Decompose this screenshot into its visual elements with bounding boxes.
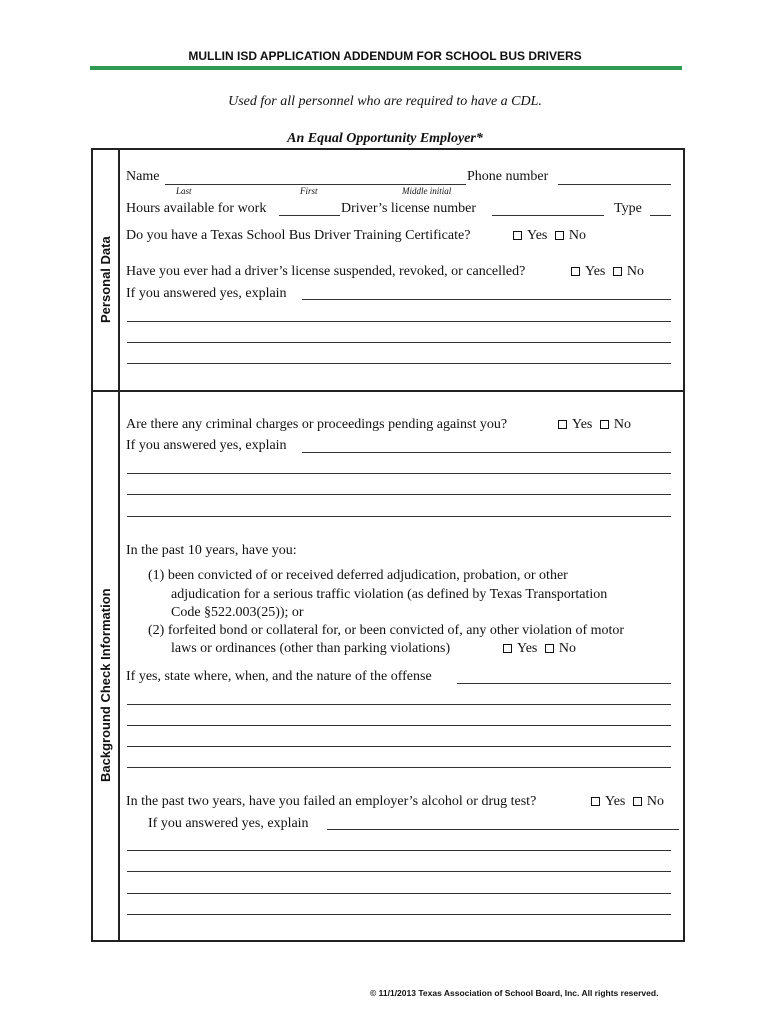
certificate-yes-checkbox[interactable] (513, 231, 522, 240)
subtitle: Used for all personnel who are required to have a CDL. (228, 94, 542, 109)
past-ten-years-heading: In the past 10 years, have you: (126, 543, 297, 558)
charges-question: Are there any criminal charges or proceedings pending against you? (126, 417, 508, 432)
name-field[interactable] (165, 184, 466, 185)
no-label: No (626, 264, 644, 279)
section-label-personal: Personal Data (98, 236, 113, 323)
offense-line[interactable] (127, 704, 671, 705)
violation-yes-checkbox[interactable] (503, 644, 512, 653)
drug-test-question: In the past two years, have you failed an employer’s alcohol or drug test? (126, 794, 537, 809)
offense-label: If yes, state where, when, and the nature of the offense (126, 669, 432, 684)
explain-line[interactable] (127, 321, 671, 322)
violation-no-checkbox[interactable] (545, 644, 554, 653)
explain-line[interactable] (127, 871, 671, 872)
hours-field[interactable] (279, 215, 340, 216)
yes-label: Yes (572, 417, 593, 432)
yes-label: Yes (605, 794, 626, 809)
item2-line2: laws or ordinances (other than parking violations) (171, 641, 451, 656)
explain-label: If you answered yes, explain (126, 286, 287, 301)
section-label-background: Background Check Information (98, 588, 113, 782)
certificate-options (513, 228, 586, 244)
middle-caption: Middle initial (402, 186, 452, 196)
no-label: No (558, 641, 576, 656)
phone-field[interactable] (558, 184, 671, 185)
form-title: MULLIN ISD APPLICATION ADDENDUM FOR SCHOOL BUS DRIVERS (188, 49, 582, 63)
item1-line3: Code §522.003(25)); or (171, 605, 304, 620)
charges-options (558, 417, 631, 433)
explain-line[interactable] (327, 829, 679, 830)
explain-label: If you answered yes, explain (126, 438, 287, 453)
last-caption: Last (176, 186, 192, 196)
drug-yes-checkbox[interactable] (591, 797, 600, 806)
yes-label: Yes (585, 264, 606, 279)
violation-options (503, 641, 576, 657)
explain-line[interactable] (127, 494, 671, 495)
explain-label: If you answered yes, explain (148, 816, 309, 831)
item1-line1: (1) been convicted of or received deferred adjudication, probation, or other (148, 568, 568, 583)
phone-label: Phone number (467, 169, 549, 184)
offense-line[interactable] (127, 725, 671, 726)
no-label: No (568, 228, 586, 243)
explain-line[interactable] (302, 299, 671, 300)
no-label: No (613, 417, 631, 432)
hours-label: Hours available for work (126, 201, 267, 216)
drug-no-checkbox[interactable] (633, 797, 642, 806)
copyright-footer: © 11/1/2013 Texas Association of School Board, Inc. All rights reserved. (370, 988, 659, 998)
section-divider (91, 390, 685, 392)
offense-line[interactable] (127, 767, 671, 768)
explain-line[interactable] (127, 342, 671, 343)
type-label: Type (614, 201, 642, 216)
explain-line[interactable] (127, 850, 671, 851)
suspended-question: Have you ever had a driver’s license suspended, revoked, or cancelled? (126, 264, 526, 279)
yes-label: Yes (527, 228, 548, 243)
suspended-no-checkbox[interactable] (613, 267, 622, 276)
explain-line[interactable] (127, 473, 671, 474)
item1-line2: adjudication for a serious traffic violation (as defined by Texas Transportation (171, 587, 608, 602)
explain-line[interactable] (302, 452, 671, 453)
explain-line[interactable] (127, 516, 671, 517)
name-label: Name (126, 169, 160, 184)
first-caption: First (300, 186, 318, 196)
explain-line[interactable] (127, 363, 671, 364)
license-field[interactable] (492, 215, 604, 216)
license-label: Driver’s license number (341, 201, 477, 216)
charges-no-checkbox[interactable] (600, 420, 609, 429)
side-divider (118, 148, 120, 942)
suspended-yes-checkbox[interactable] (571, 267, 580, 276)
header-rule (90, 66, 682, 70)
drug-test-options (591, 794, 664, 810)
explain-line[interactable] (127, 914, 671, 915)
yes-label: Yes (517, 641, 538, 656)
offense-line[interactable] (127, 746, 671, 747)
explain-line[interactable] (127, 893, 671, 894)
item2-line1: (2) forfeited bond or collateral for, or been convicted of, any other violation of motor (148, 623, 625, 638)
suspended-options (571, 264, 644, 280)
no-label: No (646, 794, 664, 809)
offense-line[interactable] (457, 683, 671, 684)
type-field[interactable] (650, 215, 671, 216)
certificate-question: Do you have a Texas School Bus Driver Training Certificate? (126, 228, 471, 243)
equal-opportunity: An Equal Opportunity Employer* (287, 131, 483, 146)
charges-yes-checkbox[interactable] (558, 420, 567, 429)
certificate-no-checkbox[interactable] (555, 231, 564, 240)
